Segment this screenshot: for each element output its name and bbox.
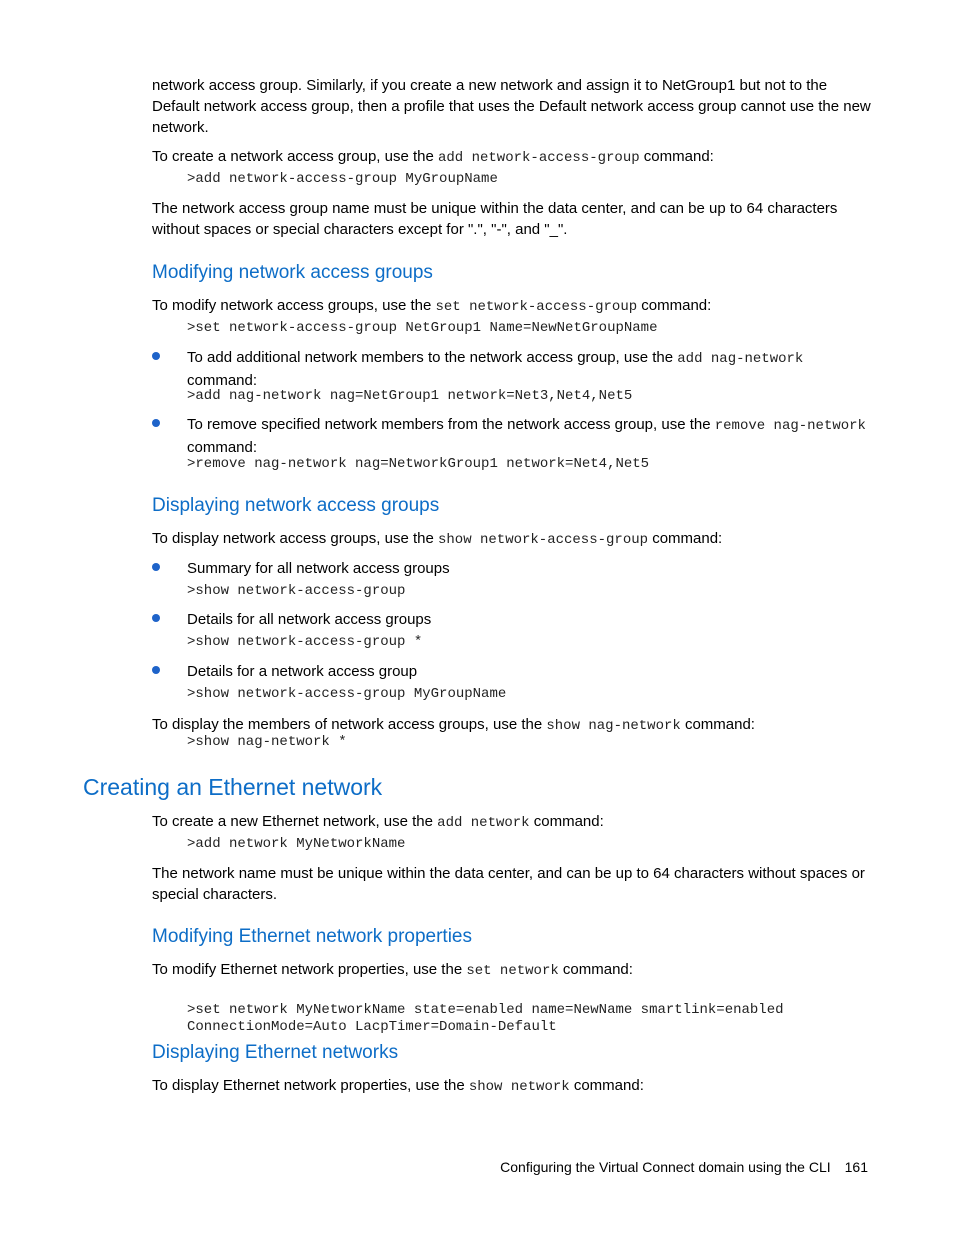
- code-example: >show nag-network *: [187, 734, 347, 750]
- intro-line: network access group. Similarly, if you create a new network and assign it to NetGroup1 but not to the: [152, 77, 828, 94]
- intro-line: network.: [152, 119, 209, 136]
- inline-command: add nag-network: [677, 351, 804, 367]
- bullet-icon: [152, 614, 160, 622]
- code-example: >set network MyNetworkName state=enabled name=NewName smartlink=enabled ConnectionMode=Auto LacpTimer=Domain-Default: [187, 1002, 784, 1035]
- display-network-instruction: To display Ethernet network properties, use the show network command:: [152, 1077, 644, 1095]
- section-heading: Displaying network access groups: [152, 495, 440, 516]
- section-heading: Modifying network access groups: [152, 262, 433, 283]
- bullet-icon: [152, 352, 160, 360]
- create-network-instruction: To create a new Ethernet network, use the add network command:: [152, 813, 604, 831]
- inline-command: show network: [468, 1079, 570, 1095]
- inline-command: set network: [466, 963, 559, 979]
- page-number: 161: [844, 1159, 868, 1175]
- intro-line: Default network access group, then a profile that uses the Default network access group cannot use the new: [152, 98, 871, 115]
- inline-command: set network-access-group: [435, 299, 638, 315]
- bullet-icon: [152, 563, 160, 571]
- modify-network-instruction: To modify Ethernet network properties, use the set network command:: [152, 961, 633, 979]
- bullet-icon: [152, 419, 160, 427]
- inline-command: show network-access-group: [437, 532, 649, 548]
- inline-command: remove nag-network: [714, 418, 866, 434]
- section-heading: Displaying Ethernet networks: [152, 1042, 399, 1063]
- bullet-icon: [152, 666, 160, 674]
- section-heading: Modifying Ethernet network properties: [152, 926, 472, 947]
- display-groups-instruction: To display network access groups, use the show network-access-group command:: [152, 530, 723, 548]
- code-example: >show network-access-group: [187, 583, 406, 599]
- code-example: >add nag-network nag=NetGroup1 network=Net3,Net4,Net5: [187, 388, 633, 404]
- list-item: Summary for all network access groups: [187, 560, 450, 577]
- chapter-heading: Creating an Ethernet network: [83, 774, 383, 800]
- group-name-note: The network access group name must be unique within the data center, and can be up to 64 characters without spaces or special characters except for ".", "-", and "_".: [152, 200, 838, 238]
- code-example: >show network-access-group *: [187, 634, 423, 650]
- list-item: Details for all network access groups: [187, 611, 432, 628]
- list-item: To add additional network members to the network access group, use the add nag-network command:: [187, 349, 804, 389]
- list-item: Details for a network access group: [187, 663, 418, 680]
- inline-command: add network-access-group: [438, 150, 640, 166]
- network-name-note: The network name must be unique within the data center, and can be up to 64 characters without spaces or special characters.: [152, 865, 865, 903]
- code-example: >show network-access-group MyGroupName: [187, 686, 507, 702]
- display-members-instruction: To display the members of network access groups, use the show nag-network command:: [152, 716, 755, 734]
- footer-title: Configuring the Virtual Connect domain using the CLI: [500, 1159, 831, 1175]
- intro-paragraph: [152, 75, 874, 138]
- create-group-instruction: To create a network access group, use the add network-access-group command:: [152, 148, 714, 166]
- page-footer: [500, 1157, 868, 1177]
- code-example: >set network-access-group NetGroup1 Name=NewNetGroupName: [187, 320, 658, 336]
- code-example: >remove nag-network nag=NetworkGroup1 network=Net4,Net5: [187, 456, 650, 472]
- inline-command: show nag-network: [546, 718, 681, 734]
- code-example: >add network-access-group MyGroupName: [187, 171, 498, 187]
- list-item: To remove specified network members from the network access group, use the remove nag-network command:: [187, 416, 866, 456]
- modify-groups-instruction: To modify network access groups, use the set network-access-group command:: [152, 297, 712, 315]
- code-example: >add network MyNetworkName: [187, 836, 406, 852]
- inline-command: add network: [437, 815, 530, 831]
